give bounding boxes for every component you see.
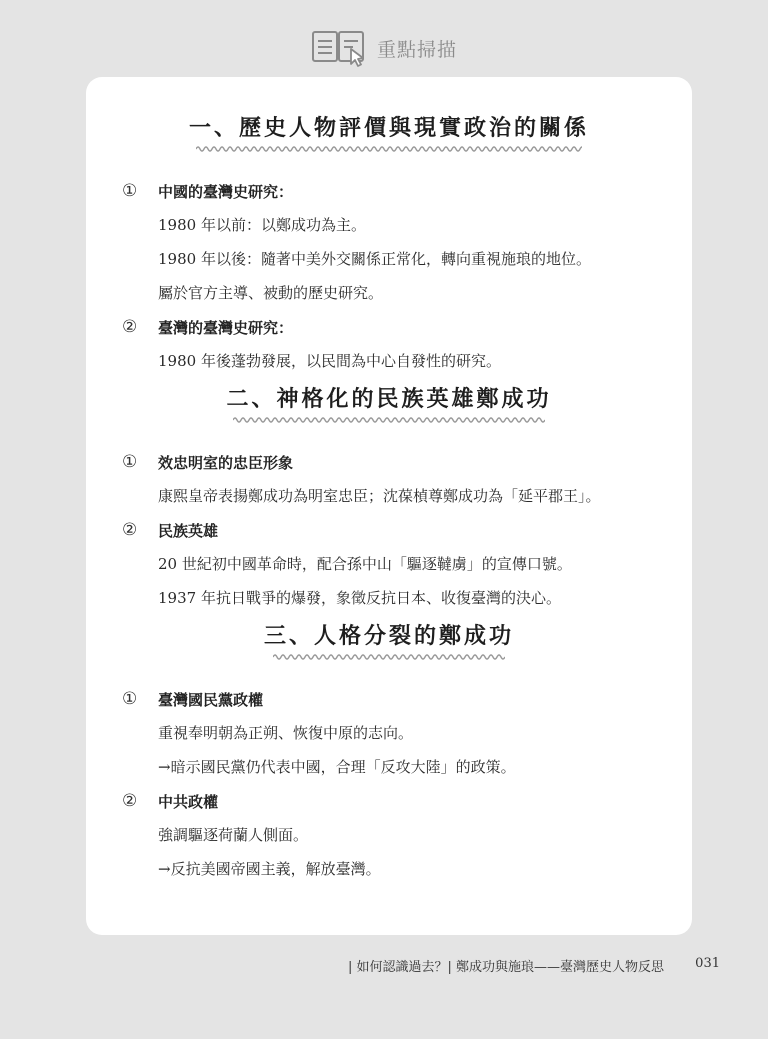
- item-line: 強調驅逐荷蘭人側面。: [158, 826, 309, 844]
- section-2: [86, 382, 692, 615]
- item-line: 20 世紀初中國革命時，配合孫中山「驅逐韃虜」的宣傳口號。: [158, 555, 572, 573]
- item-number: ①: [122, 689, 138, 709]
- item-line: 1980 年以後：隨著中美外交關係正常化，轉向重視施琅的地位。: [158, 250, 591, 268]
- section-title: [86, 382, 692, 413]
- book-pointer-icon: [311, 29, 367, 67]
- section-3: [86, 619, 692, 886]
- item-title: 民族英雄: [158, 521, 219, 540]
- header-title: 重點掃描: [376, 38, 457, 61]
- wavy-underline: [273, 652, 505, 662]
- item-number: ②: [122, 317, 138, 337]
- page-header: [0, 28, 768, 68]
- item-title: 效忠明室的忠臣形象: [158, 453, 294, 472]
- item-line: 1937 年抗日戰爭的爆發，象徵反抗日本、收復臺灣的決心。: [158, 589, 561, 607]
- wavy-underline: [233, 415, 545, 425]
- section-title: [86, 619, 692, 650]
- list-item: [122, 513, 692, 615]
- item-number: ①: [122, 452, 138, 472]
- item-line: 1980 年後蓬勃發展，以民間為中心自發性的研究。: [158, 352, 501, 370]
- item-line: →反抗美國帝國主義，解放臺灣。: [158, 860, 381, 878]
- section-title-text: 三、人格分裂的鄭成功: [263, 624, 514, 649]
- section-title-text: 一、歷史人物評價與現實政治的關係: [188, 116, 589, 141]
- list-item: [122, 784, 692, 886]
- item-line: 屬於官方主導、被動的歷史研究。: [158, 284, 384, 302]
- list-item: [122, 174, 692, 310]
- section-title: [86, 111, 692, 142]
- item-title: 中共政權: [158, 792, 219, 811]
- list-item: [122, 310, 692, 378]
- item-line: 1980 年以前：以鄭成功為主。: [158, 216, 366, 234]
- item-line: 重視奉明朝為正朔、恢復中原的志向。: [158, 724, 414, 742]
- section-1: [86, 111, 692, 378]
- section-title-text: 二、神格化的民族英雄鄭成功: [226, 387, 552, 412]
- item-number: ②: [122, 791, 138, 811]
- content-card: [86, 77, 692, 935]
- item-line: 康熙皇帝表揚鄭成功為明室忠臣；沈葆楨尊鄭成功為「延平郡王」。: [158, 487, 601, 505]
- page-number: 031: [695, 956, 720, 971]
- item-title: 臺灣的臺灣史研究：: [158, 318, 294, 337]
- list-item: [122, 445, 692, 513]
- wavy-underline: [196, 144, 582, 154]
- item-title: 中國的臺灣史研究：: [158, 182, 294, 201]
- page-footer: [0, 956, 768, 978]
- item-number: ②: [122, 520, 138, 540]
- item-number: ①: [122, 181, 138, 201]
- list-item: [122, 682, 692, 784]
- footer-text: | 如何認識過去？| 鄭成功與施琅——臺灣歷史人物反思: [347, 960, 664, 975]
- item-title: 臺灣國民黨政權: [158, 690, 264, 709]
- item-line: →暗示國民黨仍代表中國，合理「反攻大陸」的政策。: [158, 758, 516, 776]
